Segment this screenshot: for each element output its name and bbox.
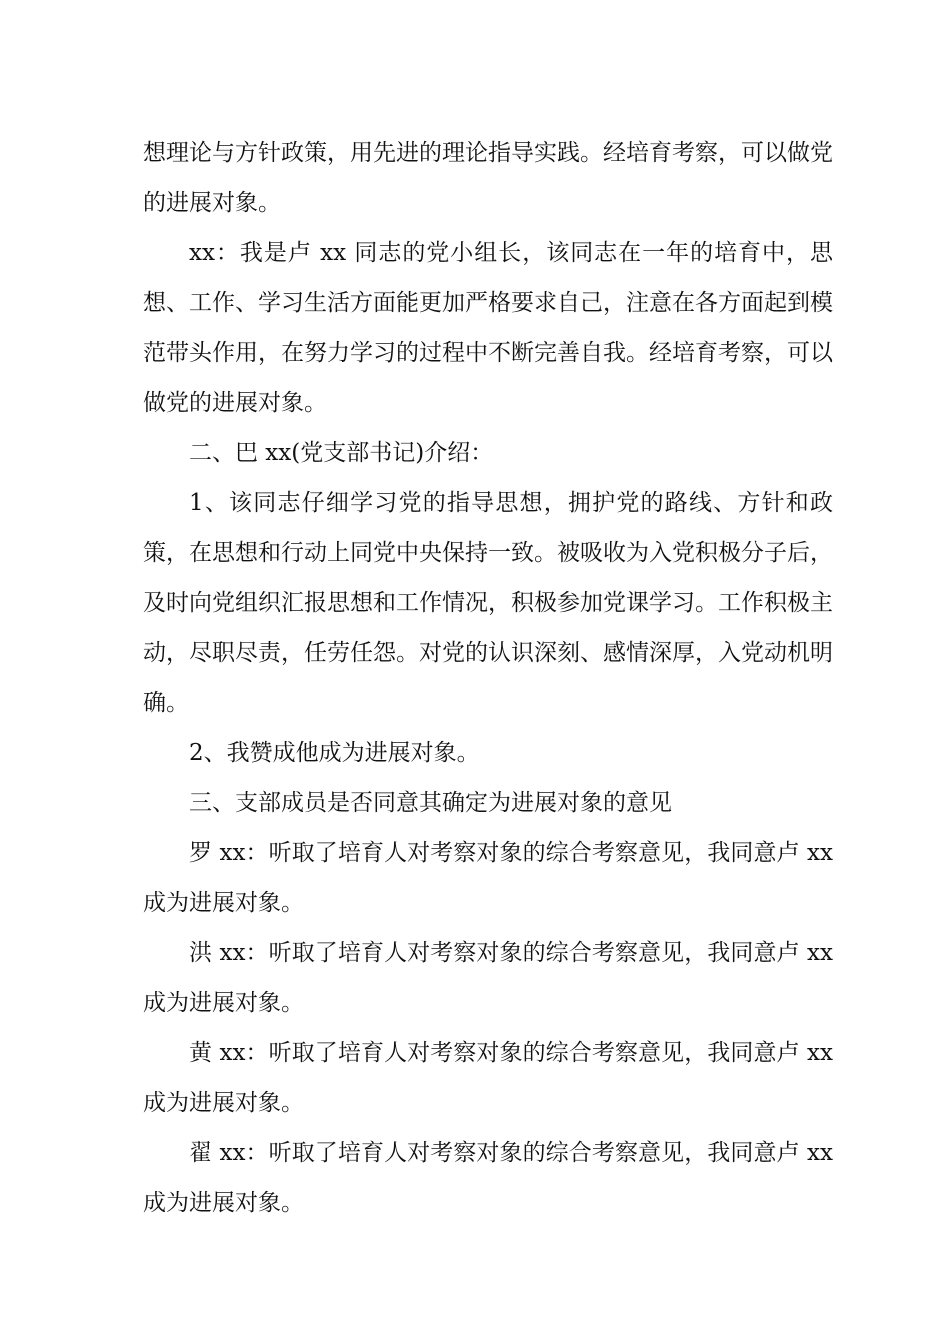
paragraph-member-luo: 罗 xx：听取了培育人对考察对象的综合考察意见，我同意卢 xx 成为进展对象。 — [143, 840, 833, 916]
paragraph-continuation: 想理论与方针政策，用先进的理论指导实践。经培育考察，可以做党的进展对象。 — [143, 140, 833, 216]
section-heading-members: 三、支部成员是否同意其确定为进展对象的意见 — [189, 790, 672, 816]
paragraph-member-zhai: 翟 xx：听取了培育人对考察对象的综合考察意见，我同意卢 xx 成为进展对象。 — [143, 1140, 833, 1216]
paragraph-member-hong: 洪 xx：听取了培育人对考察对象的综合考察意见，我同意卢 xx 成为进展对象。 — [143, 940, 833, 1016]
paragraph-member-huang: 黄 xx：听取了培育人对考察对象的综合考察意见，我同意卢 xx 成为进展对象。 — [143, 1040, 833, 1116]
document-body — [143, 128, 833, 1228]
section-heading-secretary: 二、巴 xx(党支部书记)介绍： — [189, 440, 494, 466]
paragraph-xx-statement: xx：我是卢 xx 同志的党小组长，该同志在一年的培育中，思想、工作、学习生活方面能更加严格要求自己，注意在各方面起到模范带头作用，在努力学习的过程中不断完善自我。经培育考察，可以做党的进展对象。 — [143, 240, 833, 416]
paragraph-secretary-point-2: 2、我赞成他成为进展对象。 — [189, 740, 480, 766]
paragraph-secretary-point-1: 1、该同志仔细学习党的指导思想，拥护党的路线、方针和政策，在思想和行动上同党中央保持一致。被吸收为入党积极分子后，及时向党组织汇报思想和工作情况，积极参加党课学习。工作积极主动，尽职尽责，任劳任怨。对党的认识深刻、感情深厚，入党动机明确。 — [143, 490, 833, 716]
